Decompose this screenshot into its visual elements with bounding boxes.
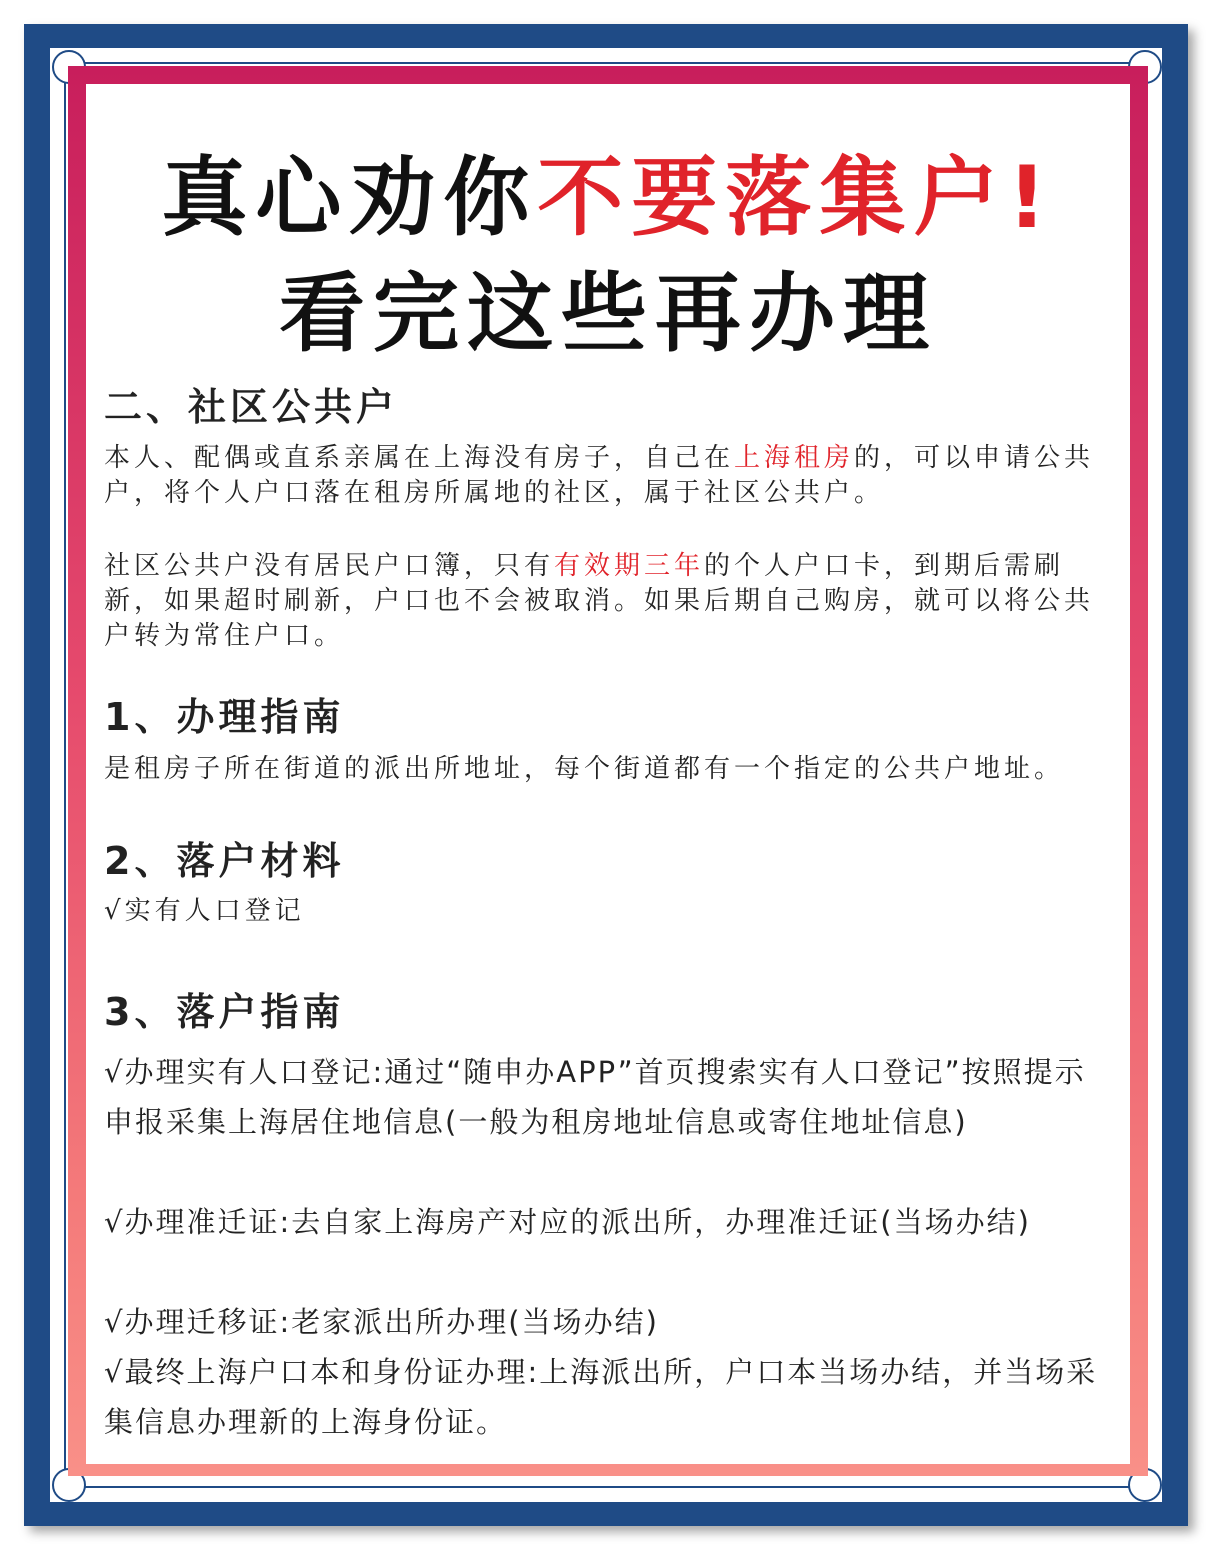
step-item: √办理准迁证:去自家上海房产对应的派出所，办理准迁证(当场办结) bbox=[104, 1205, 1031, 1239]
section-heading-steps: 3、落户指南 bbox=[104, 990, 345, 1034]
title-line-1 bbox=[86, 128, 1130, 252]
community-paragraph-2: 社区公共户没有居民户口簿，只有有效期三年的个人户口卡，到期后需刷新，如果超时刷新，户口也不会被取消。如果后期自己购房，就可以将公共户转为常住户口。 bbox=[104, 551, 1095, 651]
step-item: √最终上海户口本和身份证办理:上海派出所，户口本当场办结，并当场采集信息办理新的上海身份证。 bbox=[104, 1355, 1098, 1439]
step-item: √办理实有人口登记:通过“随申办APP”首页搜索实有人口登记”按照提示申报采集上海居住地信息(一般为租房地址信息或寄住地址信息) bbox=[104, 1055, 1086, 1139]
highlight-rent: 上海租房 bbox=[734, 443, 855, 473]
poster-content bbox=[86, 84, 1130, 1464]
title-black-text: 真心劝你 bbox=[161, 148, 538, 248]
community-paragraph-1: 本人、配偶或直系亲属在上海没有房子，自己在上海租房的，可以申请公共户，将个人户口落在租房所属地的社区，属于社区公共户。 bbox=[104, 443, 1095, 508]
guide-text: 是租房子所在街道的派出所地址，每个街道都有一个指定的公共户地址。 bbox=[104, 754, 1065, 784]
title-red-text: 不要落集户! bbox=[537, 148, 1055, 248]
step-item: √办理迁移证:老家派出所办理(当场办结) bbox=[104, 1305, 659, 1339]
highlight-validity: 有效期三年 bbox=[554, 551, 705, 581]
title-line-2: 看完这些再办理 bbox=[279, 264, 937, 364]
materials-item: √实有人口登记 bbox=[104, 896, 305, 926]
section-heading-materials: 2、落户材料 bbox=[104, 839, 345, 883]
section-heading-guide: 1、办理指南 bbox=[104, 695, 345, 739]
section-heading-community: 二、社区公共户 bbox=[104, 385, 399, 429]
